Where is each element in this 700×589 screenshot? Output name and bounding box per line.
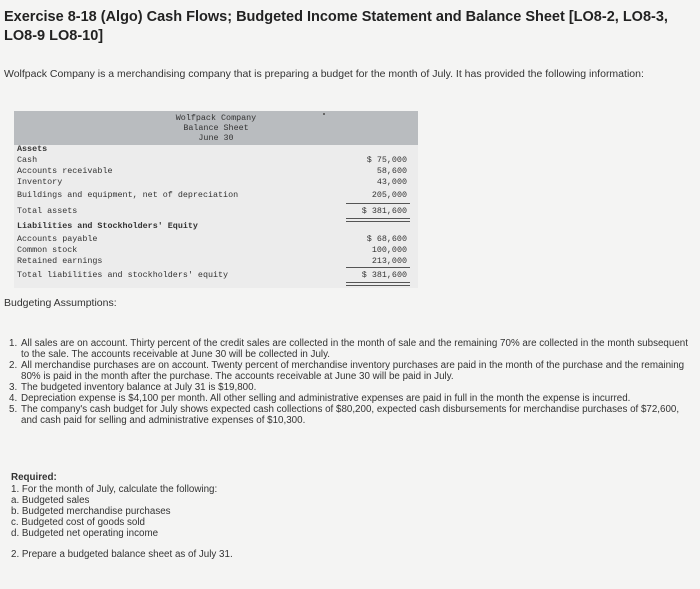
liability-label: Retained earnings	[17, 256, 103, 266]
asset-row	[14, 166, 418, 177]
assumptions-list	[6, 338, 698, 426]
question-2: 2. Prepare a budgeted balance sheet as of July 31.	[11, 549, 233, 560]
liability-row	[14, 234, 418, 245]
stray-mark	[323, 113, 325, 115]
statement-date: June 30	[198, 133, 234, 143]
question-part: b. Budgeted merchandise purchases	[11, 506, 171, 517]
assumption-item	[6, 404, 698, 426]
total-liabilities-amount: $ 381,600	[361, 270, 407, 280]
liabilities-heading: Liabilities and Stockholders' Equity	[17, 221, 198, 231]
assumption-text: All sales are on account. Thirty percent of the credit sales are collected in the month of sale and the remaining 70% are collected in the month subsequent to the sale. The accounts receivable at June 30 will be collected in July.	[21, 338, 688, 360]
assumption-item	[6, 338, 698, 360]
liability-amount: 100,000	[371, 245, 407, 255]
assumption-text: The budgeted inventory balance at July 31 is $19,800.	[21, 382, 257, 393]
liability-amount: 213,000	[371, 256, 407, 266]
asset-row	[14, 190, 418, 201]
assumption-number: 5.	[9, 404, 18, 415]
subtotal-rule	[346, 267, 410, 268]
assumptions-heading: Budgeting Assumptions:	[4, 297, 117, 309]
intro-text: Wolfpack Company is a merchandising company that is preparing a budget for the month of July. It has provided the following information:	[4, 68, 644, 80]
total-assets-label: Total assets	[17, 206, 78, 216]
asset-amount: 205,000	[371, 190, 407, 200]
asset-amount: 58,600	[376, 166, 407, 176]
total-liabilities-row	[14, 270, 418, 281]
assumption-number: 3.	[9, 382, 18, 393]
total-assets-row	[14, 206, 418, 217]
question-part: d. Budgeted net operating income	[11, 528, 159, 539]
asset-amount: $ 75,000	[366, 155, 407, 165]
assumption-text: Depreciation expense is $4,100 per month. All other selling and administrative expenses are paid in full in the month the expense is incurred.	[21, 393, 631, 404]
exercise-title: Exercise 8-18 (Algo) Cash Flows; Budgeted Income Statement and Balance Sheet [LO8-2, LO8-3, LO8-9 LO8-10]	[4, 9, 668, 44]
asset-amount: 43,000	[376, 177, 407, 187]
asset-label: Inventory	[17, 177, 63, 187]
liability-row	[14, 245, 418, 256]
question-part: c. Budgeted cost of goods sold	[11, 517, 145, 528]
balance-sheet	[14, 111, 418, 288]
question-part: a. Budgeted sales	[11, 495, 90, 506]
statement-name: Balance Sheet	[183, 123, 249, 133]
company-name: Wolfpack Company	[175, 113, 257, 123]
total-assets-amount: $ 381,600	[361, 206, 407, 216]
subtotal-rule	[346, 203, 410, 204]
liability-label: Common stock	[17, 245, 78, 255]
assumption-item	[6, 360, 698, 382]
asset-row	[14, 155, 418, 166]
required-heading: Required:	[11, 472, 57, 483]
required-section	[11, 472, 611, 560]
assets-heading: Assets	[17, 144, 48, 154]
double-rule	[346, 282, 410, 286]
assumption-item	[6, 393, 698, 404]
assumption-number: 2.	[9, 360, 18, 371]
question-1: 1. For the month of July, calculate the following:	[11, 484, 218, 495]
assumption-number: 4.	[9, 393, 18, 404]
assumption-text: The company's cash budget for July shows expected cash collections of $80,200, expected cash disbursements for merchandise purchases of $72,600, and cash paid for selling and administrative expenses of $10,300.	[21, 404, 680, 426]
assumption-item	[6, 382, 698, 393]
balance-sheet-header	[14, 111, 418, 145]
assumption-text: All merchandise purchases are on account. Twenty percent of merchandise inventory purchases are paid in the month of the purchase and the remaining 80% is paid in the month after the purchase. The accounts receivable at June 30 will be paid in July.	[21, 360, 685, 382]
asset-label: Buildings and equipment, net of depreciation	[17, 190, 239, 200]
liability-row	[14, 256, 418, 267]
assumption-number: 1.	[9, 338, 18, 349]
asset-label: Accounts receivable	[17, 166, 113, 176]
liability-label: Accounts payable	[17, 234, 98, 244]
total-liabilities-label: Total liabilities and stockholders' equity	[17, 270, 229, 280]
liability-amount: $ 68,600	[366, 234, 407, 244]
asset-label: Cash	[17, 155, 38, 165]
asset-row	[14, 177, 418, 188]
